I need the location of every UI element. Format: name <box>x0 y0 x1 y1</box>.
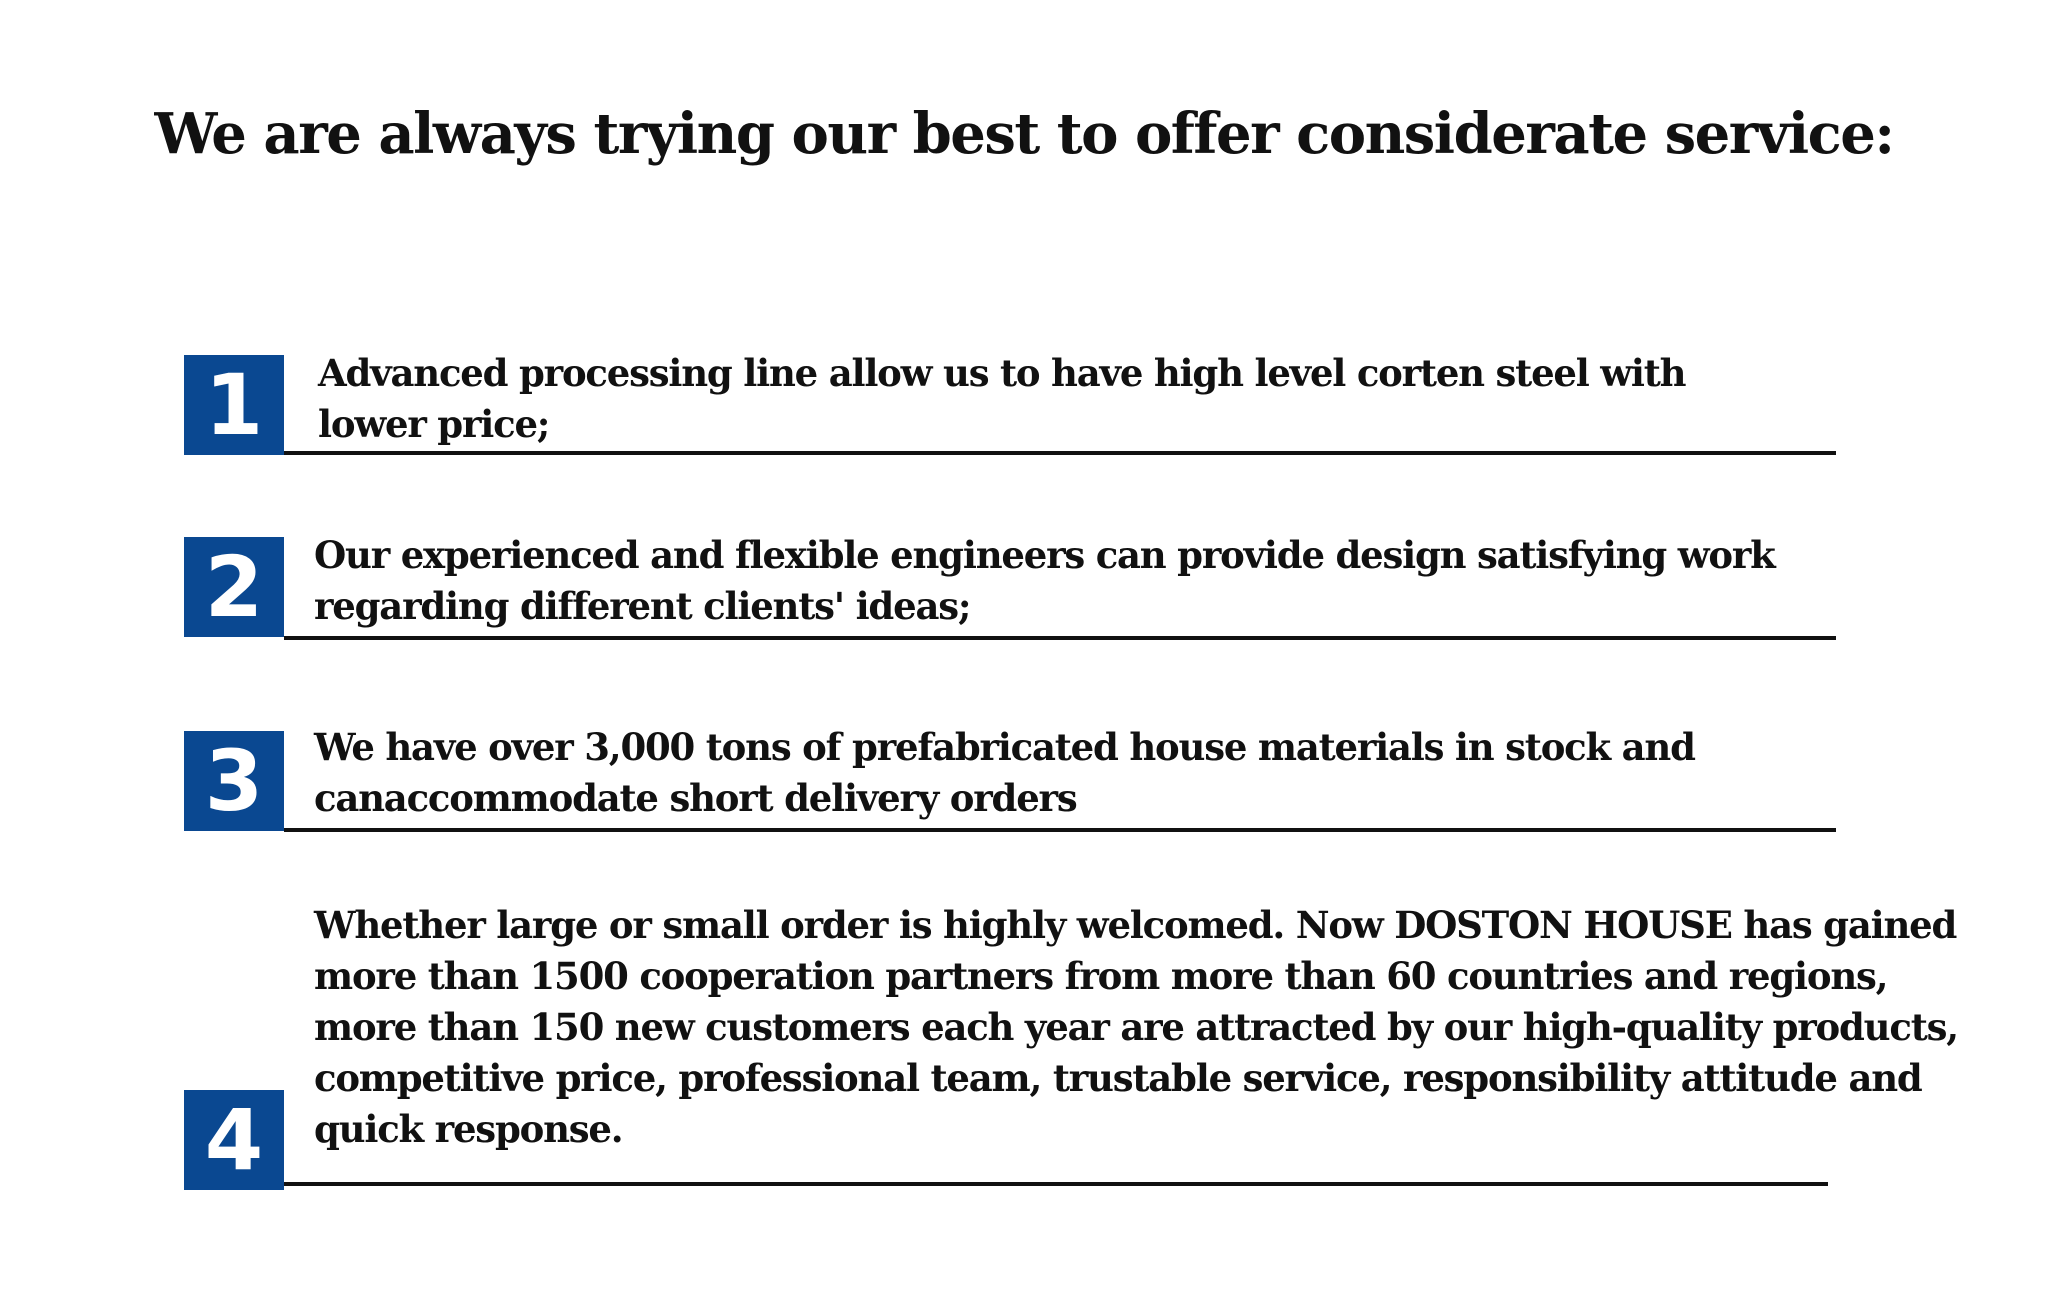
divider-line-4 <box>284 1182 1828 1186</box>
item-text-4: Whether large or small order is highly welcomed. Now DOSTON HOUSE has gained more than 1500 cooperation partners from more than 60 countries and regions, more than 150 new customers each year are attracted by our high-quality products, competitive price, professional team, trustable service, responsibility attitude and quick response. <box>314 903 1958 1151</box>
number-badge-1: 1 <box>184 355 284 455</box>
item-text-3: We have over 3,000 tons of prefabricated house materials in stock and canaccommodate short delivery orders <box>314 725 1695 820</box>
divider-line-1 <box>284 451 1836 455</box>
number-badge-2: 2 <box>184 537 284 637</box>
item-text-1: Advanced processing line allow us to have high level corten steel with lower price; <box>318 351 1686 446</box>
number-badge-4: 4 <box>184 1090 284 1190</box>
number-badge-3: 3 <box>184 731 284 831</box>
page-title: We are always trying our best to offer considerate service: <box>154 101 1894 167</box>
divider-line-3 <box>284 828 1836 832</box>
item-text-2: Our experienced and flexible engineers can provide design satisfying work regarding different clients' ideas; <box>314 533 1775 628</box>
divider-line-2 <box>284 636 1836 640</box>
